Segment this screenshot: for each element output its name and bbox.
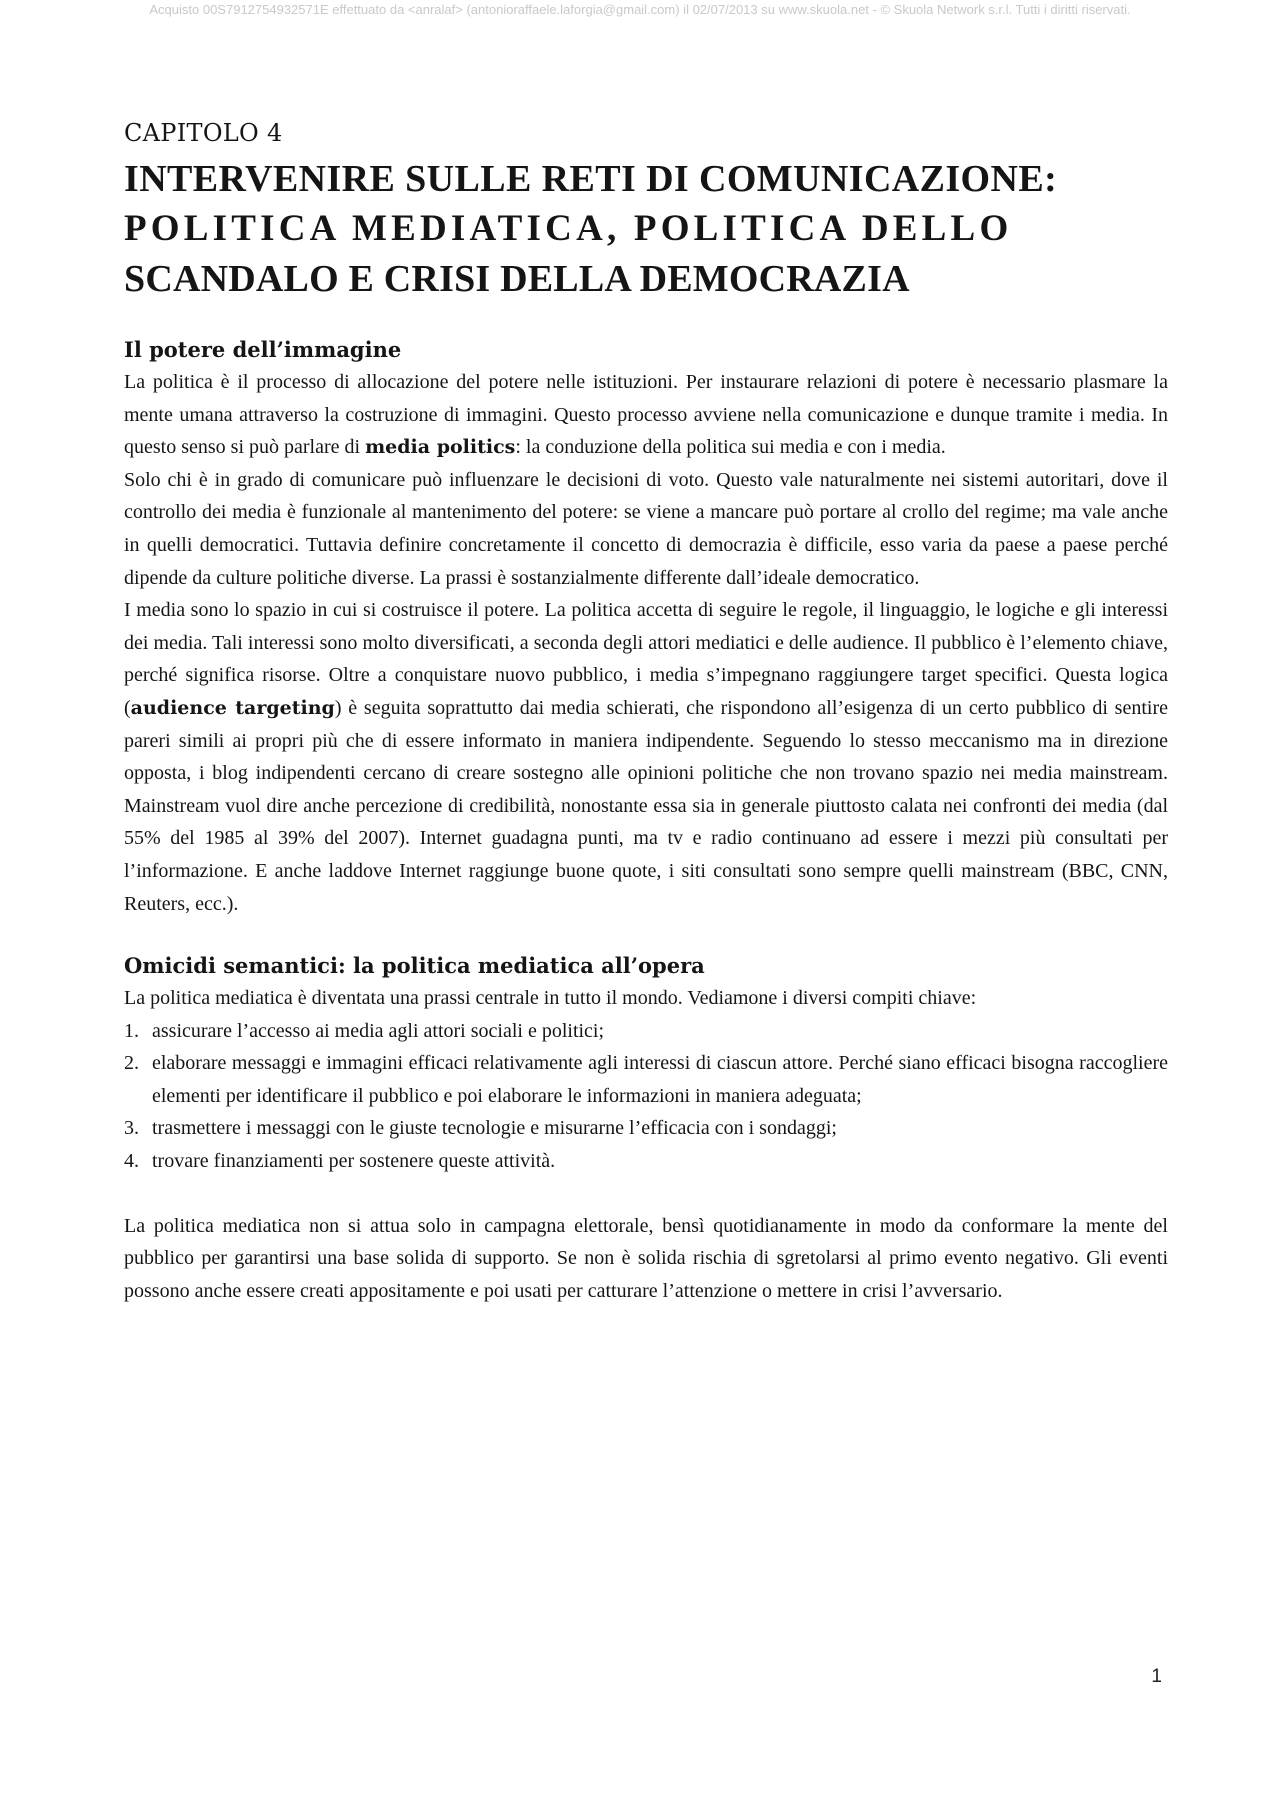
page-number: 1: [1151, 1666, 1162, 1687]
page-content: [124, 118, 1168, 1307]
paragraph-media-politics: [124, 366, 1168, 464]
chapter-title-line-2: POLITICA MEDIATICA, POLITICA DELLO: [124, 208, 1013, 249]
list-number: 4.: [124, 1150, 139, 1173]
list-item: [124, 1015, 1168, 1048]
list-item-text: trovare finanziamenti per sostenere queste attività.: [152, 1150, 556, 1173]
paragraph-intro-compiti: La politica mediatica è diventata una prassi centrale in tutto il mondo. Vediamone i diversi compiti chiave:: [124, 987, 977, 1010]
list-number: 3.: [124, 1117, 139, 1140]
paragraph-text: ) è seguita soprattutto dai media schierati, che rispondono all’esigenza di un certo pubblico di sentire pareri simili ai propri più che di essere informato in maniera indipendente. Seguendo lo stesso meccanismo ma in direzione opposta, i blog indipendenti cercano di creare sostegno alle opinioni politiche che non trovano spazio nei media mainstream. Mainstream vuol dire anche percezione di credibilità, nonostante essa sia in generale piuttosto calata nei confronti dei media (dal 55% del 1985 al 39% del 2007). Internet guadagna punti, ma tv e radio continuano ad essere i mezzi più consultati per l’informazione. E anche laddove Internet raggiunge buone quote, i siti consultati sono sempre quelli mainstream (BBC, CNN, Reuters, ecc.).: [124, 696, 1168, 915]
paragraph-politica-quotidiana: La politica mediatica non si attua solo in campagna elettorale, bensì quotidianamente in modo da conformare la mente del pubblico per garantirsi una base solida di supporto. Se non è solida rischia di sgretolarsi al primo evento negativo. Gli eventi possono anche essere creati appositamente e poi usati per catturare l’attenzione o mettere in crisi l’avversario.: [124, 1214, 1168, 1302]
paragraph-media-spazio-potere: [124, 594, 1168, 920]
term-media-politics: media politics: [365, 436, 516, 459]
chapter-title-line-1: INTERVENIRE SULLE RETI DI COMUNICAZIONE:: [124, 158, 1058, 200]
section-heading-omicidi-semantici: Omicidi semantici: la politica mediatica all’opera: [124, 953, 705, 979]
list-item: [124, 1112, 1168, 1145]
paragraph-text: I media sono lo spazio in cui si costruisce il potere. La politica accetta di seguire le regole, il linguaggio, le logiche e gli interessi dei media. Tali interessi sono molto diversificati, a seconda degli attori mediatici e delle audience. Il pubblico è l’elemento chiave, perché significa risorse. Oltre a conquistare nuovo pubblico, i media s’impegnano raggiungere target specifici. Questa logica (: [124, 599, 1168, 719]
list-number: 1.: [124, 1019, 139, 1042]
paragraph-text: La politica è il processo di allocazione del potere nelle istituzioni. Per instaurare relazioni di potere è necessario plasmare la mente umana attraverso la costruzione di immagini. Questo processo avviene nella comunicazione e dunque tramite i media. In questo senso si può parlare di: [124, 371, 1168, 459]
list-item-text: elaborare messaggi e immagini efficaci relativamente agli interessi di ciascun attore. Perché siano efficaci bisogna raccogliere elementi per identificare il pubblico e poi elaborare le informazioni in maniera adeguata;: [152, 1052, 1168, 1107]
section-heading-potere-immagine: Il potere dell’immagine: [124, 337, 402, 362]
list-item-text: assicurare l’accesso ai media agli attori sociali e politici;: [152, 1019, 605, 1042]
term-audience-targeting: audience targeting: [130, 696, 335, 719]
list-item: [124, 1047, 1168, 1112]
list-item: [124, 1145, 1168, 1178]
chapter-title: [124, 154, 1168, 304]
paragraph-spacer: [124, 1178, 1168, 1210]
chapter-label: CAPITOLO 4: [124, 119, 283, 147]
list-item-text: trasmettere i messaggi con le giuste tecnologie e misurarne l’efficacia con i sondaggi;: [152, 1117, 837, 1140]
paragraph-comunicare-voto: Solo chi è in grado di comunicare può influenzare le decisioni di voto. Questo vale naturalmente nei sistemi autoritari, dove il controllo dei media è funzionale al mantenimento del potere: se viene a mancare può portare al crollo del regime; ma vale anche in quelli democratici. Tuttavia definire concretamente il concetto di democrazia è difficile, esso varia da paese a paese perché dipende da culture politiche diverse. La prassi è sostanzialmente differente dall’ideale democratico.: [124, 468, 1168, 589]
paragraph-text: : la conduzione della politica sui media e con i media.: [515, 436, 946, 459]
chapter-title-line-3: SCANDALO E CRISI DELLA DEMOCRAZIA: [124, 258, 910, 300]
tasks-list: [124, 1015, 1168, 1178]
purchase-watermark: Acquisto 00S7912754932571E effettuato da <anralaf> (antonioraffaele.laforgia@gmail.com) il 02/07/2013 su www.skuola.net - © Skuola Network s.r.l. Tutti i diritti riservati.: [149, 2, 1131, 17]
list-number: 2.: [124, 1052, 139, 1075]
